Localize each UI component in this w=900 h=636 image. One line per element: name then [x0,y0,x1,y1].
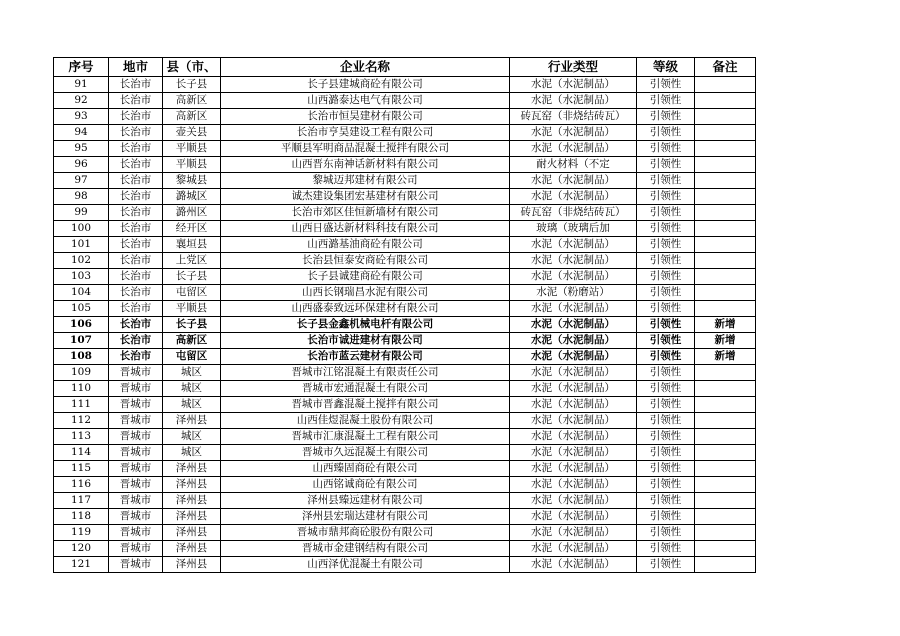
table-row [54,157,756,173]
cell-remark [695,173,756,189]
table-row [54,109,756,125]
cell-remark [695,541,756,557]
cell-level: 引领性 [637,301,695,317]
cell-level: 引领性 [637,461,695,477]
cell-city: 晋城市 [109,525,163,541]
cell-company: 长治市亨昊建设工程有限公司 [221,125,510,141]
cell-industry: 水泥（水泥制品） [510,317,637,333]
cell-no: 114 [54,445,109,461]
cell-level: 引领性 [637,205,695,221]
table-row [54,477,756,493]
cell-industry: 水泥（水泥制品） [510,509,637,525]
table-row [54,237,756,253]
cell-remark [695,461,756,477]
header-remark: 备注 [695,58,756,77]
cell-remark [695,205,756,221]
cell-industry: 水泥（水泥制品） [510,429,637,445]
cell-remark [695,477,756,493]
cell-industry: 水泥（水泥制品） [510,173,637,189]
cell-city: 晋城市 [109,477,163,493]
cell-industry: 水泥（水泥制品） [510,77,637,93]
cell-company: 诚杰建设集团宏基建材有限公司 [221,189,510,205]
cell-city: 长治市 [109,253,163,269]
cell-industry: 玻璃（玻璃后加 [510,221,637,237]
cell-no: 96 [54,157,109,173]
cell-company: 山西潞泰达电气有限公司 [221,93,510,109]
table-row [54,461,756,477]
cell-no: 98 [54,189,109,205]
table-row [54,93,756,109]
cell-company: 山西日盛达新材料科技有限公司 [221,221,510,237]
table-row [54,525,756,541]
cell-no: 93 [54,109,109,125]
table-row [54,365,756,381]
cell-remark [695,189,756,205]
cell-no: 91 [54,77,109,93]
cell-county: 泽州县 [163,413,221,429]
cell-county: 平顺县 [163,141,221,157]
cell-company: 晋城市鼎邦商砼股份有限公司 [221,525,510,541]
cell-no: 94 [54,125,109,141]
cell-no: 116 [54,477,109,493]
table-row [54,333,756,349]
cell-remark [695,381,756,397]
cell-no: 97 [54,173,109,189]
table-row [54,509,756,525]
cell-company: 长治市恒昊建材有限公司 [221,109,510,125]
cell-county: 长子县 [163,317,221,333]
cell-county: 城区 [163,365,221,381]
cell-company: 晋城市久远混凝土有限公司 [221,445,510,461]
table-row [54,173,756,189]
cell-level: 引领性 [637,397,695,413]
cell-company: 山西盛泰致远环保建材有限公司 [221,301,510,317]
cell-no: 100 [54,221,109,237]
cell-city: 晋城市 [109,557,163,573]
cell-city: 长治市 [109,221,163,237]
cell-county: 高新区 [163,333,221,349]
cell-city: 晋城市 [109,413,163,429]
cell-city: 长治市 [109,317,163,333]
cell-no: 110 [54,381,109,397]
table-row [54,77,756,93]
cell-level: 引领性 [637,477,695,493]
table-row [54,285,756,301]
cell-county: 平顺县 [163,301,221,317]
cell-no: 115 [54,461,109,477]
cell-company: 长治县恒泰安商砼有限公司 [221,253,510,269]
table-row [54,445,756,461]
cell-industry: 水泥（水泥制品） [510,557,637,573]
cell-city: 长治市 [109,349,163,365]
cell-county: 城区 [163,445,221,461]
table-row [54,541,756,557]
cell-city: 长治市 [109,237,163,253]
cell-level: 引领性 [637,157,695,173]
cell-industry: 水泥（水泥制品） [510,413,637,429]
cell-remark [695,77,756,93]
cell-level: 引领性 [637,93,695,109]
table-row [54,413,756,429]
table-row [54,429,756,445]
header-level: 等级 [637,58,695,77]
cell-company: 黎城迈邦建材有限公司 [221,173,510,189]
cell-city: 晋城市 [109,541,163,557]
cell-county: 长子县 [163,77,221,93]
cell-county: 高新区 [163,93,221,109]
cell-city: 长治市 [109,333,163,349]
cell-remark [695,253,756,269]
cell-remark [695,413,756,429]
cell-county: 泽州县 [163,493,221,509]
cell-company: 山西佳煜混凝土股份有限公司 [221,413,510,429]
cell-level: 引领性 [637,221,695,237]
cell-level: 引领性 [637,509,695,525]
cell-company: 长子县建城商砼有限公司 [221,77,510,93]
cell-remark: 新增 [695,333,756,349]
table-row [54,397,756,413]
cell-industry: 水泥（水泥制品） [510,125,637,141]
cell-city: 长治市 [109,301,163,317]
cell-city: 晋城市 [109,381,163,397]
enterprise-table [53,57,756,573]
cell-remark [695,509,756,525]
cell-city: 晋城市 [109,365,163,381]
cell-no: 92 [54,93,109,109]
table-body [54,77,756,573]
table-row [54,141,756,157]
cell-no: 108 [54,349,109,365]
cell-no: 120 [54,541,109,557]
cell-no: 105 [54,301,109,317]
cell-city: 长治市 [109,77,163,93]
cell-county: 经开区 [163,221,221,237]
cell-remark [695,365,756,381]
cell-industry: 水泥（水泥制品） [510,365,637,381]
cell-company: 山西潞基油商砼有限公司 [221,237,510,253]
cell-level: 引领性 [637,77,695,93]
cell-city: 晋城市 [109,509,163,525]
cell-county: 潞城区 [163,189,221,205]
cell-level: 引领性 [637,253,695,269]
table-row [54,189,756,205]
cell-industry: 水泥（水泥制品） [510,445,637,461]
cell-industry: 水泥（水泥制品） [510,301,637,317]
cell-level: 引领性 [637,317,695,333]
cell-company: 晋城市江铭混凝土有限责任公司 [221,365,510,381]
cell-no: 113 [54,429,109,445]
cell-company: 山西臻固商砼有限公司 [221,461,510,477]
cell-industry: 水泥（水泥制品） [510,541,637,557]
cell-county: 泽州县 [163,477,221,493]
cell-level: 引领性 [637,365,695,381]
header-county: 县（市、 [163,58,221,77]
cell-no: 102 [54,253,109,269]
table-row [54,301,756,317]
cell-remark [695,301,756,317]
table-row [54,493,756,509]
cell-industry: 水泥（水泥制品） [510,141,637,157]
cell-remark: 新增 [695,317,756,333]
cell-industry: 水泥（水泥制品） [510,477,637,493]
cell-city: 长治市 [109,125,163,141]
table-row [54,221,756,237]
cell-level: 引领性 [637,173,695,189]
cell-industry: 水泥（水泥制品） [510,461,637,477]
table-row [54,269,756,285]
cell-level: 引领性 [637,445,695,461]
cell-company: 山西铭诚商砼有限公司 [221,477,510,493]
cell-industry: 水泥（水泥制品） [510,253,637,269]
cell-no: 109 [54,365,109,381]
cell-county: 高新区 [163,109,221,125]
cell-company: 长治市郊区佳恒新墙材有限公司 [221,205,510,221]
cell-industry: 水泥（水泥制品） [510,381,637,397]
cell-city: 长治市 [109,285,163,301]
cell-county: 黎城县 [163,173,221,189]
cell-company: 晋城市宏通混凝土有限公司 [221,381,510,397]
cell-company: 山西长钢瑞昌水泥有限公司 [221,285,510,301]
cell-company: 长治市诚进建材有限公司 [221,333,510,349]
cell-county: 泽州县 [163,557,221,573]
cell-county: 壶关县 [163,125,221,141]
table-row [54,125,756,141]
cell-company: 晋城市晋鑫混凝土搅拌有限公司 [221,397,510,413]
cell-level: 引领性 [637,141,695,157]
header-city: 地市 [109,58,163,77]
cell-no: 118 [54,509,109,525]
cell-remark [695,285,756,301]
cell-company: 长治市蓝云建材有限公司 [221,349,510,365]
cell-no: 106 [54,317,109,333]
cell-remark [695,493,756,509]
table-row [54,317,756,333]
cell-city: 晋城市 [109,429,163,445]
cell-no: 117 [54,493,109,509]
cell-remark [695,109,756,125]
cell-level: 引领性 [637,349,695,365]
cell-county: 城区 [163,397,221,413]
cell-remark [695,445,756,461]
cell-city: 长治市 [109,141,163,157]
cell-no: 107 [54,333,109,349]
cell-level: 引领性 [637,333,695,349]
header-no: 序号 [54,58,109,77]
cell-city: 长治市 [109,109,163,125]
cell-city: 晋城市 [109,397,163,413]
cell-company: 晋城市金建钢结构有限公司 [221,541,510,557]
cell-remark: 新增 [695,349,756,365]
table-row [54,205,756,221]
table-row [54,557,756,573]
cell-remark [695,429,756,445]
cell-industry: 水泥（粉磨站） [510,285,637,301]
cell-industry: 水泥（水泥制品） [510,93,637,109]
cell-company: 平顺县军明商品混凝土搅拌有限公司 [221,141,510,157]
cell-county: 泽州县 [163,461,221,477]
cell-level: 引领性 [637,125,695,141]
cell-industry: 砖瓦窑（非烧结砖瓦） [510,205,637,221]
cell-city: 长治市 [109,205,163,221]
cell-industry: 水泥（水泥制品） [510,189,637,205]
cell-city: 长治市 [109,189,163,205]
cell-county: 屯留区 [163,285,221,301]
cell-industry: 水泥（水泥制品） [510,237,637,253]
cell-remark [695,525,756,541]
cell-company: 山西泽优混凝土有限公司 [221,557,510,573]
cell-no: 112 [54,413,109,429]
cell-level: 引领性 [637,413,695,429]
cell-county: 泽州县 [163,525,221,541]
cell-remark [695,221,756,237]
cell-industry: 耐火材料（不定 [510,157,637,173]
cell-county: 潞州区 [163,205,221,221]
cell-company: 长子县诚建商砼有限公司 [221,269,510,285]
cell-city: 晋城市 [109,493,163,509]
cell-county: 城区 [163,429,221,445]
cell-level: 引领性 [637,493,695,509]
cell-industry: 砖瓦窑（非烧结砖瓦） [510,109,637,125]
cell-level: 引领性 [637,381,695,397]
cell-city: 晋城市 [109,445,163,461]
cell-county: 泽州县 [163,509,221,525]
cell-company: 泽州县宏瑞达建材有限公司 [221,509,510,525]
cell-no: 104 [54,285,109,301]
cell-remark [695,397,756,413]
cell-city: 长治市 [109,93,163,109]
cell-city: 晋城市 [109,461,163,477]
cell-company: 晋城市汇康混凝土工程有限公司 [221,429,510,445]
cell-city: 长治市 [109,269,163,285]
cell-industry: 水泥（水泥制品） [510,493,637,509]
cell-county: 平顺县 [163,157,221,173]
cell-level: 引领性 [637,557,695,573]
cell-remark [695,157,756,173]
cell-no: 101 [54,237,109,253]
cell-level: 引领性 [637,525,695,541]
cell-level: 引领性 [637,189,695,205]
cell-remark [695,269,756,285]
cell-industry: 水泥（水泥制品） [510,333,637,349]
table-row [54,381,756,397]
cell-no: 111 [54,397,109,413]
header-company: 企业名称 [221,58,510,77]
cell-level: 引领性 [637,237,695,253]
cell-level: 引领性 [637,109,695,125]
cell-no: 119 [54,525,109,541]
table-row [54,253,756,269]
cell-city: 长治市 [109,173,163,189]
cell-no: 103 [54,269,109,285]
cell-industry: 水泥（水泥制品） [510,269,637,285]
cell-no: 95 [54,141,109,157]
cell-remark [695,557,756,573]
cell-company: 长子县金鑫机械电杆有限公司 [221,317,510,333]
cell-level: 引领性 [637,285,695,301]
cell-company: 泽州县臻远建材有限公司 [221,493,510,509]
cell-level: 引领性 [637,429,695,445]
cell-company: 山西晋东南神话新材料有限公司 [221,157,510,173]
cell-remark [695,125,756,141]
cell-level: 引领性 [637,541,695,557]
cell-county: 城区 [163,381,221,397]
cell-no: 121 [54,557,109,573]
cell-county: 上党区 [163,253,221,269]
cell-industry: 水泥（水泥制品） [510,349,637,365]
cell-remark [695,93,756,109]
cell-county: 泽州县 [163,541,221,557]
cell-remark [695,237,756,253]
cell-city: 长治市 [109,157,163,173]
cell-industry: 水泥（水泥制品） [510,525,637,541]
header-industry: 行业类型 [510,58,637,77]
cell-county: 长子县 [163,269,221,285]
table-row [54,349,756,365]
cell-remark [695,141,756,157]
cell-no: 99 [54,205,109,221]
cell-level: 引领性 [637,269,695,285]
cell-county: 屯留区 [163,349,221,365]
header-row [54,58,756,77]
cell-industry: 水泥（水泥制品） [510,397,637,413]
cell-county: 襄垣县 [163,237,221,253]
